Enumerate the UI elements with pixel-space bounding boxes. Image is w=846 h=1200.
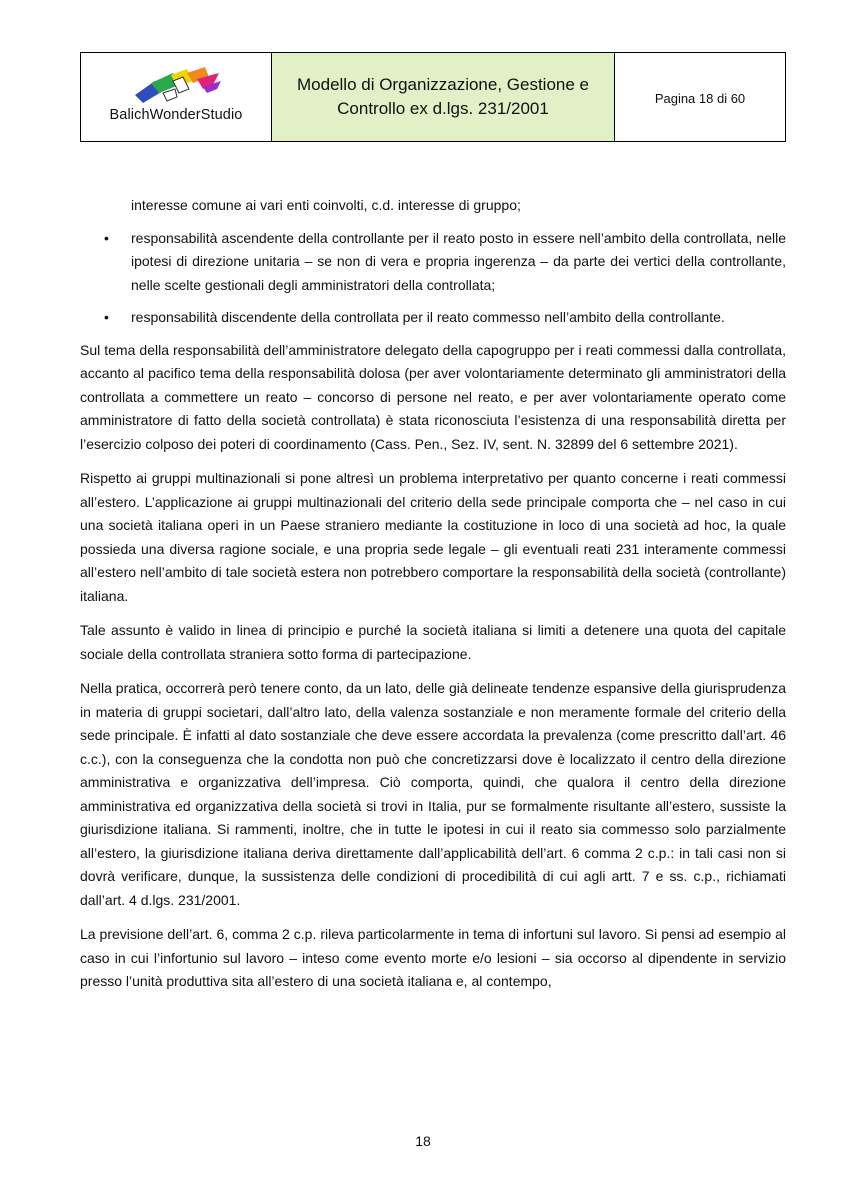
title-line-2: Controllo ex d.lgs. 231/2001 (337, 99, 549, 118)
paragraph: Tale assunto è valido in linea di principio e purché la società italiana si limiti a detenere una quota del capitale sociale della controllata straniera sotto forma di partecipazione. (80, 622, 786, 662)
page-indicator: Pagina 18 di 60 (654, 91, 746, 106)
document-body (80, 194, 786, 1005)
document-header (80, 52, 786, 142)
continuation-text: interesse comune ai vari enti coinvolti, c.d. interesse di gruppo; (131, 197, 521, 213)
list-item (80, 227, 786, 298)
paragraph: Nella pratica, occorrerà però tenere conto, da un lato, delle già delineate tendenze espansive della giurisprudenza in materia di gruppi societari, dall’altro lato, della valenza sostanziale e non meramente formale del criterio della sede principale. È infatti al dato sostanziale che deve essere accordata la prevalenza (come prescritto dall’art. 46 c.c.), con la conseguenza che la condotta non può che concretizzarsi dove è localizzato il centro della direzione amministrativa e organizzativa dell’impresa. Ciò comporta, quindi, che qualora il centro della direzione amministrativa ed organizzativa della società si trovi in Italia, pur se formalmente risultante all’estero, sussiste la giurisdizione italiana. Si rammenti, inoltre, che in tutte le ipotesi in cui il reato sia commesso solo parzialmente all’estero, la giurisdizione italiana deriva direttamente dall’applicabilità dell’art. 6 comma 2 c.p.: in tali casi non si dovrà verificare, dunque, la sussistenza delle condizioni di procedibilità di cui agli artt. 7 e ss. c.p., richiamati dall’art. 4 d.lgs. 231/2001. (80, 680, 786, 908)
bullet-text: responsabilità discendente della controllata per il reato commesso nell’ambito della controllante. (131, 309, 725, 325)
company-logo-icon (133, 67, 225, 107)
page-number: 18 (415, 1133, 431, 1149)
title-line-1: Modello di Organizzazione, Gestione e (297, 75, 589, 94)
bullet-icon: • (104, 309, 109, 325)
paragraph: Rispetto ai gruppi multinazionali si pone altresì un problema interpretativo per quanto concerne i reati commessi all’estero. L’applicazione ai gruppi multinazionali del criterio della sede principale comporta che – nel caso in cui una società italiana operi in un Paese straniero mediante la costituzione in loco di una società ad hoc, la quale possieda una diversa ragione sociale, e una propria sede legale – gli eventuali reati 231 interamente commessi all’estero nell’ambito di tale società estera non potrebbero comportare la responsabilità della società (controllante) italiana. (80, 470, 786, 604)
logo-cell (81, 53, 272, 141)
paragraph: La previsione dell’art. 6, comma 2 c.p. rileva particolarmente in tema di infortuni sul lavoro. Si pensi ad esempio al caso in cui l’infortunio sul lavoro – inteso come evento morte e/o lesioni – sia occorso al dipendente in servizio presso l’unità produttiva sita all’estero di una società italiana e, al contempo, (80, 926, 786, 989)
logo-text: BalichWonderStudio (109, 107, 243, 123)
bullet-icon: • (104, 229, 109, 246)
paragraph: Sul tema della responsabilità dell’amministratore delegato della capogruppo per i reati commessi dalla controllata, accanto al pacifico tema della responsabilità dolosa (per aver volontariamente determinato gli amministratori della controllata a commettere un reato – concorso di persone nel reato, e per aver volontariamente operato come amministratore di fatto della società controllata) è stata riconosciuta l’esistenza di una responsabilità diretta per l’esercizio colposo dei poteri di coordinamento (Cass. Pen., Sez. IV, sent. N. 32899 del 6 settembre 2021). (80, 341, 786, 452)
bullet-text: responsabilità ascendente della controllante per il reato posto in essere nell’ambito della controllata, nelle ipotesi di direzione unitaria – se non di vera e propria ingerenza – da parte dei vertici della controllante, nelle scelte gestionali degli amministratori della controllata; (131, 229, 786, 293)
document-title (272, 53, 615, 141)
bullet-list (80, 227, 786, 330)
list-item (80, 306, 786, 330)
